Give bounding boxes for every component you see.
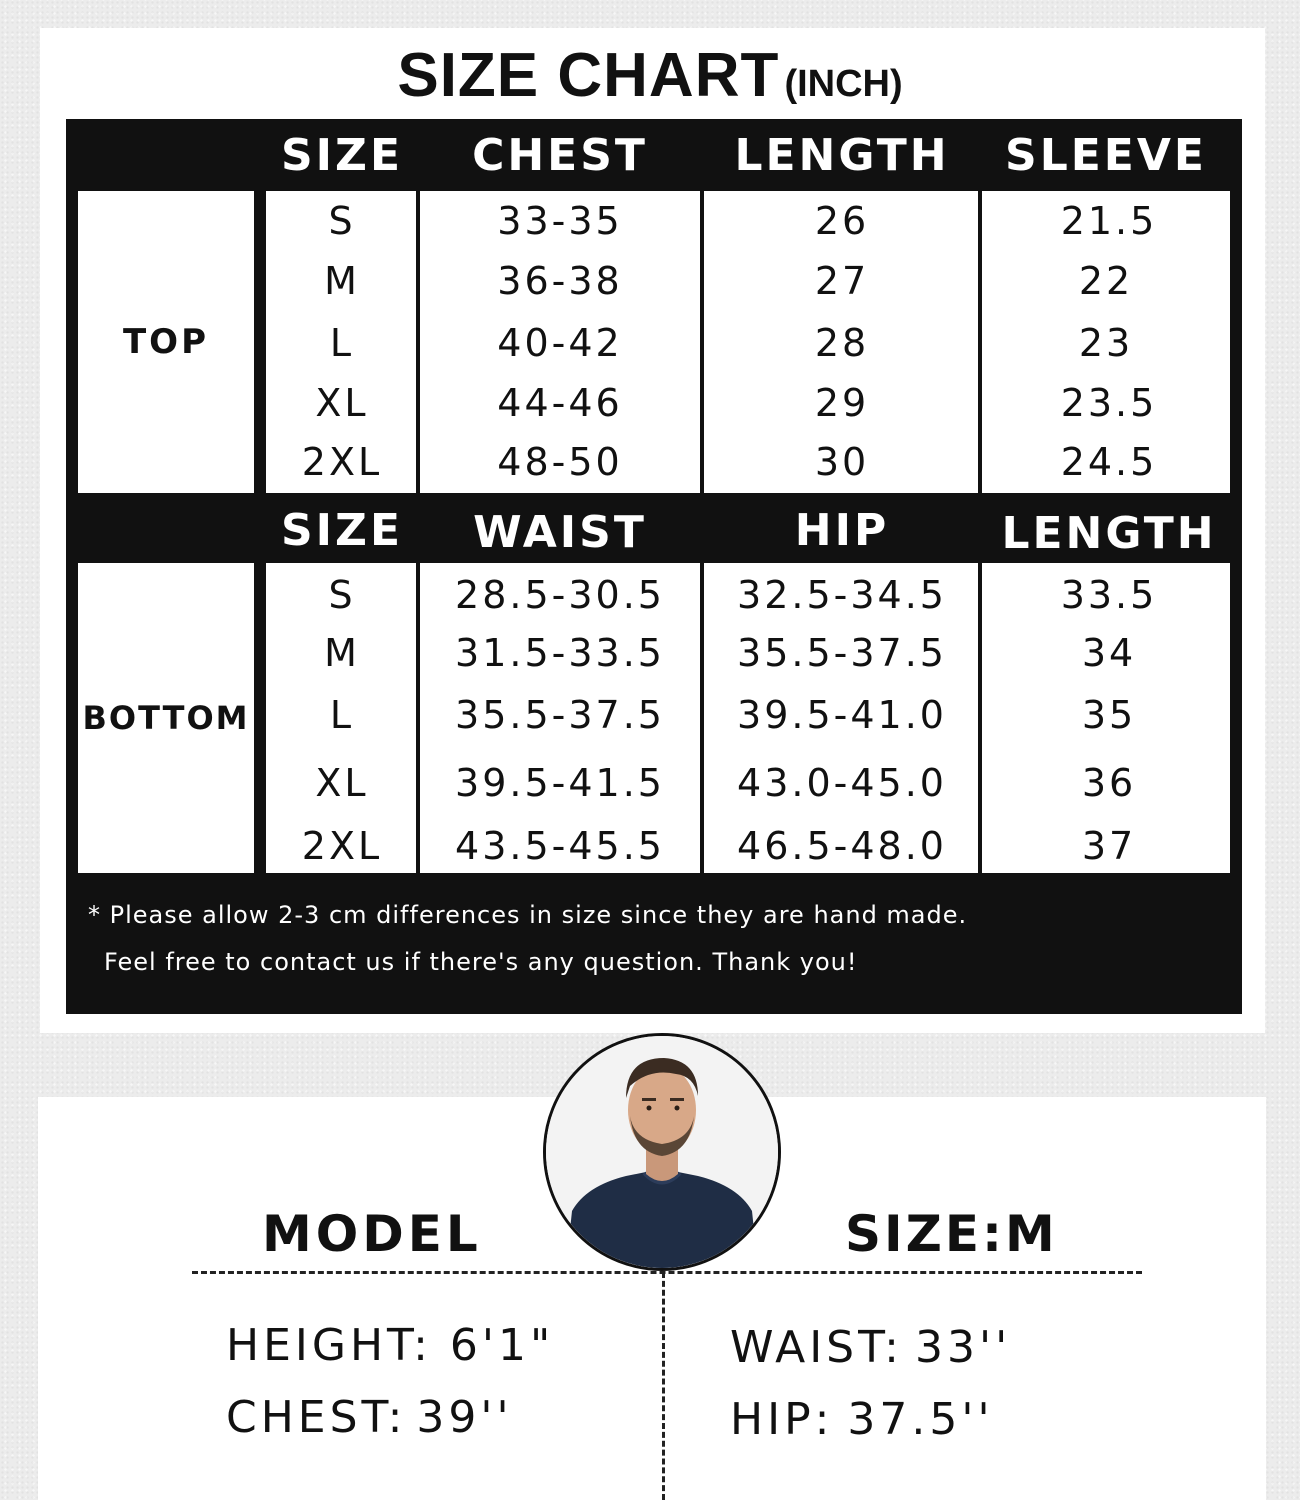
divider-horizontal: [192, 1271, 1142, 1274]
size-cell: S: [328, 199, 356, 243]
sleeve-cell: 22: [1078, 259, 1134, 303]
length-cell: 34: [1081, 631, 1137, 675]
table-row: [66, 753, 1242, 813]
sleeve-cell: 23: [1078, 321, 1134, 365]
header-cell: SIZE: [280, 129, 404, 181]
waist-cell: 31.5-33.5: [455, 631, 665, 675]
header-cell: CHEST: [472, 129, 648, 181]
size-cell: S: [328, 573, 356, 617]
header-cell: SLEEVE: [1005, 129, 1207, 181]
model-chest: [226, 1392, 513, 1443]
size-cell: L: [329, 693, 355, 737]
height-value: 6'1": [449, 1320, 555, 1371]
table-row: [66, 432, 1242, 492]
chest-cell: 44-46: [497, 381, 623, 425]
group-label-top: TOP: [122, 322, 209, 362]
waist-cell: 35.5-37.5: [455, 693, 665, 737]
note-line-2: Feel free to contact us if there's any question. Thank you!: [104, 948, 858, 976]
length-cell: 33.5: [1060, 573, 1158, 617]
size-cell: M: [324, 259, 360, 303]
waist-cell: 39.5-41.5: [455, 761, 665, 805]
waist-cell: 28.5-30.5: [455, 573, 665, 617]
header-cell: WAIST: [473, 506, 647, 558]
page-title: [0, 40, 1300, 111]
model-hip: [730, 1394, 994, 1445]
hip-cell: 39.5-41.0: [737, 693, 947, 737]
table-row: [66, 565, 1242, 625]
hip-label: HIP:: [730, 1394, 834, 1445]
chest-cell: 40-42: [497, 321, 623, 365]
chest-value: 39'': [416, 1392, 513, 1443]
model-portrait-illustration: [546, 1036, 778, 1268]
length-cell: 26: [814, 199, 870, 243]
title-main: SIZE CHART: [397, 41, 780, 110]
hip-cell: 35.5-37.5: [737, 631, 947, 675]
hip-cell: 32.5-34.5: [737, 573, 947, 617]
length-cell: 28: [814, 321, 870, 365]
size-cell: 2XL: [301, 824, 383, 868]
header-cell: LENGTH: [1001, 507, 1217, 559]
model-label: MODEL: [262, 1205, 482, 1263]
top-header-row: [66, 119, 1242, 191]
size-cell: M: [324, 631, 360, 675]
table-row: [66, 251, 1242, 311]
model-waist: [730, 1322, 1011, 1373]
note-line-1: * Please allow 2-3 cm differences in size since they are hand made.: [88, 901, 968, 929]
sleeve-cell: 23.5: [1060, 381, 1158, 425]
table-row: [66, 685, 1242, 745]
group-label-bottom: BOTTOM: [82, 699, 250, 737]
header-cell: HIP: [794, 504, 890, 556]
length-cell: 36: [1081, 761, 1137, 805]
table-row: [66, 373, 1242, 433]
waist-value: 33'': [914, 1322, 1012, 1373]
table-row: [66, 816, 1242, 876]
waist-label: WAIST:: [730, 1322, 903, 1373]
size-cell: XL: [315, 381, 369, 425]
length-cell: 37: [1081, 824, 1137, 868]
table-row: [66, 623, 1242, 683]
waist-cell: 43.5-45.5: [455, 824, 665, 868]
height-label: HEIGHT:: [226, 1320, 432, 1371]
header-cell: SIZE: [280, 504, 404, 556]
model-height: [226, 1320, 554, 1371]
divider-vertical: [662, 1272, 665, 1500]
chest-cell: 36-38: [497, 259, 623, 303]
title-unit: (INCH): [784, 63, 903, 105]
length-cell: 29: [814, 381, 870, 425]
length-cell: 30: [814, 440, 870, 484]
hip-cell: 46.5-48.0: [737, 824, 947, 868]
length-cell: 27: [814, 259, 870, 303]
sleeve-cell: 21.5: [1060, 199, 1158, 243]
sleeve-cell: 24.5: [1060, 440, 1158, 484]
table-row: [66, 191, 1242, 251]
length-cell: 35: [1081, 693, 1137, 737]
header-cell: LENGTH: [734, 129, 950, 181]
model-size-label: SIZE:M: [845, 1205, 1058, 1263]
size-cell: L: [329, 321, 355, 365]
size-cell: 2XL: [301, 440, 383, 484]
hip-cell: 43.0-45.0: [737, 761, 947, 805]
chest-cell: 33-35: [497, 199, 623, 243]
size-cell: XL: [315, 761, 369, 805]
model-portrait-icon: [543, 1033, 781, 1271]
size-chart-table: [66, 119, 1242, 1014]
chest-cell: 48-50: [497, 440, 623, 484]
hip-value: 37.5'': [847, 1394, 994, 1445]
chest-label: CHEST:: [226, 1392, 407, 1443]
bottom-header-row: [66, 497, 1242, 563]
table-row: [66, 313, 1242, 373]
